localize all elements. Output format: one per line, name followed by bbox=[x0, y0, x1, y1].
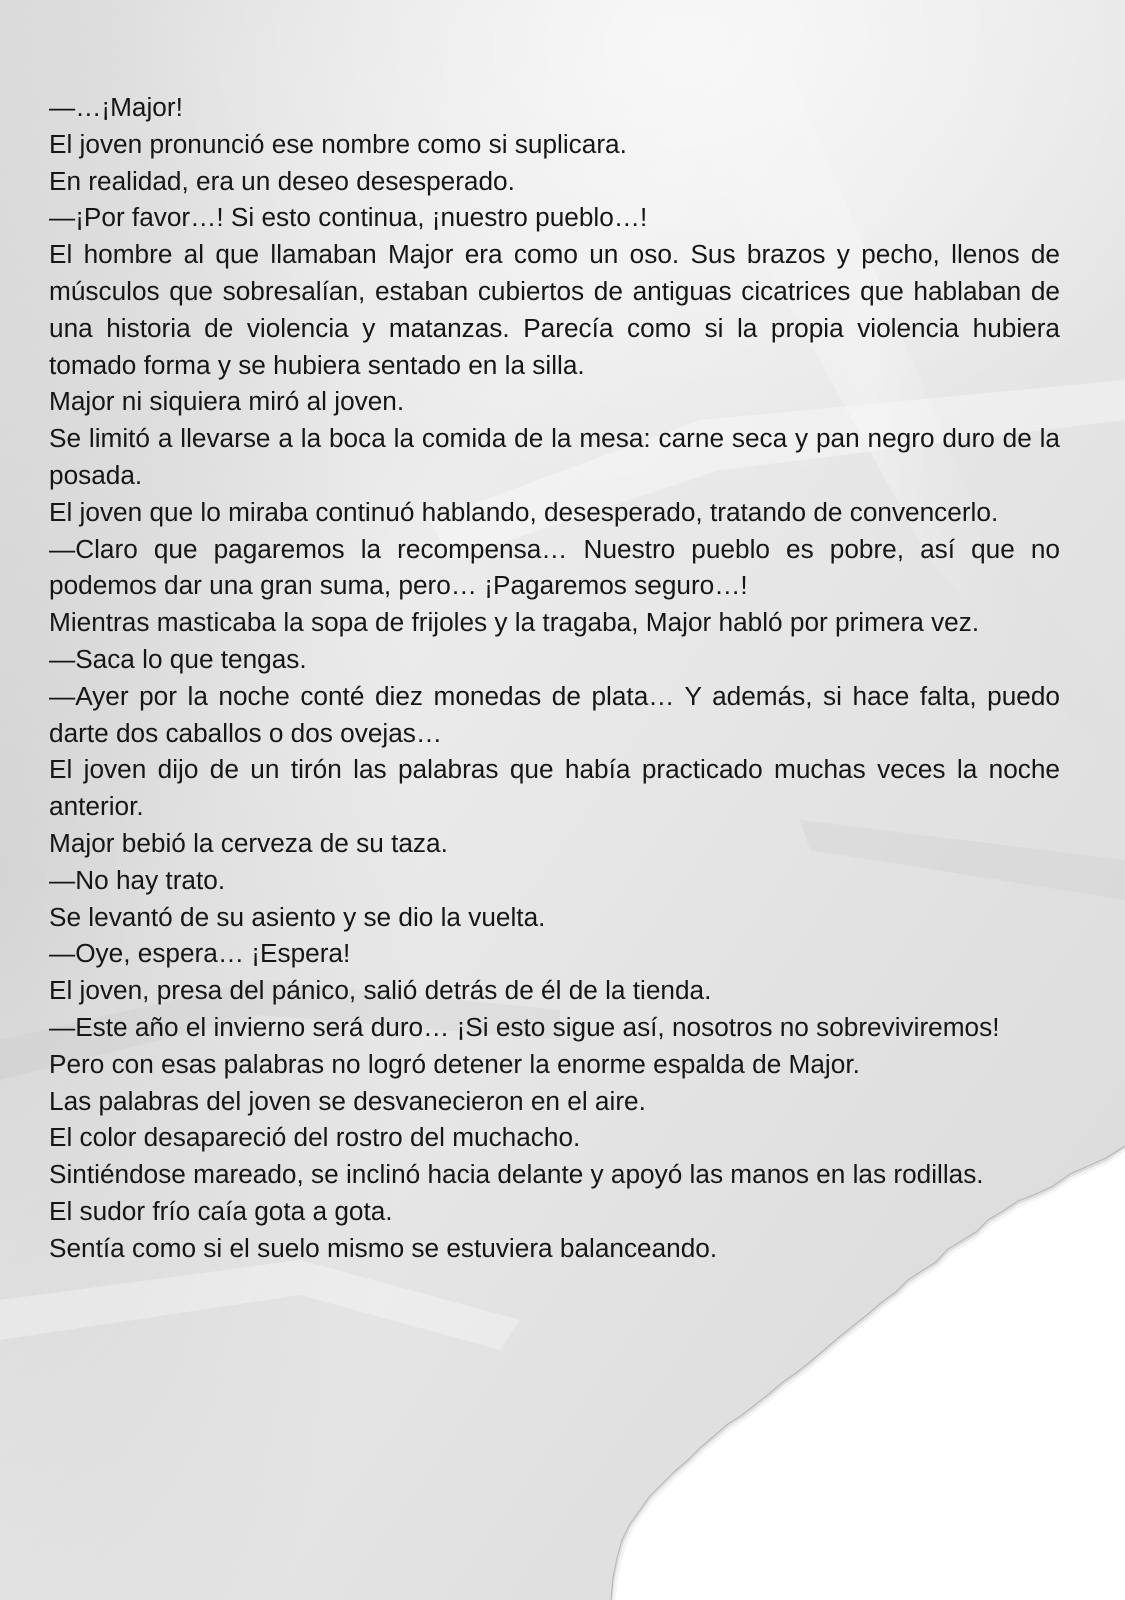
paragraph: Sintiéndose mareado, se inclinó hacia delante y apoyó las manos en las rodillas. bbox=[49, 1159, 984, 1190]
paragraph: El joven que lo miraba continuó hablando, desesperado, tratando de convencerlo. bbox=[49, 496, 999, 527]
paragraph: Se limitó a llevarse a la boca la comida de la mesa: carne seca y pan negro duro de la posada. bbox=[49, 423, 1060, 490]
paragraph: —Saca lo que tengas. bbox=[49, 643, 307, 674]
paragraph: —No hay trato. bbox=[49, 864, 226, 895]
paragraph: El joven pronunció ese nombre como si suplicara. bbox=[49, 128, 627, 159]
paragraph: —Este año el invierno será duro… ¡Si esto sigue así, nosotros no sobreviviremos! bbox=[49, 1011, 1000, 1042]
paragraph: —Oye, espera… ¡Espera! bbox=[49, 938, 351, 969]
paragraph: Mientras masticaba la sopa de frijoles y la tragaba, Major habló por primera vez. bbox=[49, 607, 980, 638]
paragraph: Sentía como si el suelo mismo se estuviera balanceando. bbox=[49, 1232, 718, 1263]
paragraph: El color desapareció del rostro del muchacho. bbox=[49, 1122, 581, 1153]
paragraph: —Claro que pagaremos la recompensa… Nuestro pueblo es pobre, así que no podemos dar una gran suma, pero… ¡Pagaremos seguro…! bbox=[49, 533, 1060, 601]
paragraph: Se levantó de su asiento y se dio la vuelta. bbox=[49, 901, 546, 932]
paragraph: —Ayer por la noche conté diez monedas de plata… Y además, si hace falta, puedo darte dos caballos o dos ovejas… bbox=[49, 680, 1060, 748]
paragraph: Pero con esas palabras no logró detener la enorme espalda de Major. bbox=[49, 1048, 860, 1079]
paragraph: Las palabras del joven se desvanecieron en el aire. bbox=[49, 1085, 646, 1116]
paragraph: Major bebió la cerveza de su taza. bbox=[49, 827, 448, 858]
paragraph: —¡Por favor…! Si esto continua, ¡nuestro pueblo…! bbox=[49, 202, 648, 233]
paragraph: —…¡Major! bbox=[49, 92, 183, 122]
paragraph: El sudor frío caía gota a gota. bbox=[49, 1195, 393, 1226]
paragraph: El hombre al que llamaban Major era como un oso. Sus brazos y pecho, llenos de músculos que sobresalían, estaban cubiertos de antiguas cicatrices que hablaban de una historia de violencia y matanzas. Parecía como si la propia violencia hubiera tomado forma y se hubiera sentado en la silla. bbox=[49, 239, 1060, 380]
paragraph: El joven dijo de un tirón las palabras que había practicado muchas veces la noche anterior. bbox=[49, 754, 1060, 822]
paragraph: En realidad, era un deseo desesperado. bbox=[49, 165, 515, 196]
story-text bbox=[49, 89, 1060, 1267]
paragraph: El joven, presa del pánico, salió detrás de él de la tienda. bbox=[49, 975, 712, 1006]
paragraph: Major ni siquiera miró al joven. bbox=[49, 386, 405, 417]
